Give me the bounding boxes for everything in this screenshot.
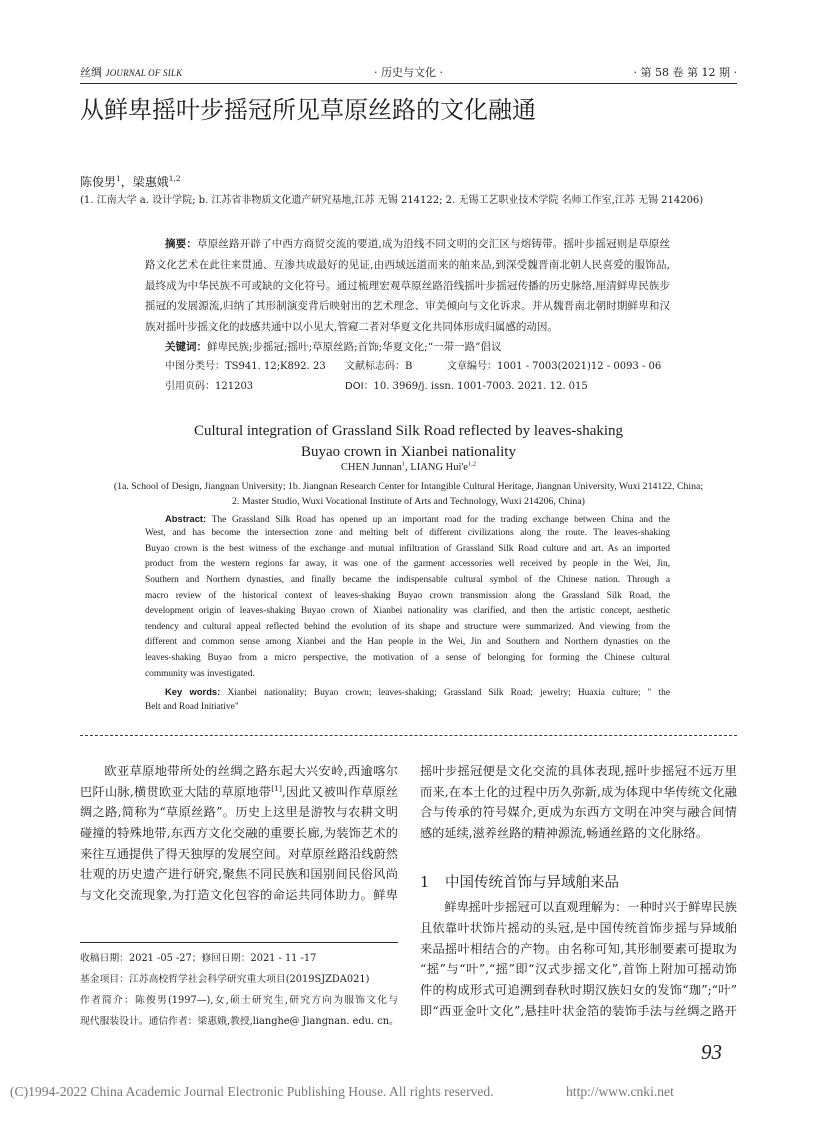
affiliation-en-line: (1a. School of Design, Jiangnan University; 1b. Jiangnan Research Center for Intangible Cultural Heritage, Jiangnan University, Wuxi 214122, China; bbox=[113, 481, 704, 492]
website-link[interactable]: http://www.cnki.net bbox=[566, 1084, 674, 1099]
abstract-en-line: macro review of the historical context of leaves-shaking Buyao crown transmission along the Grassland Silk Road, the bbox=[145, 590, 670, 601]
abstract-cn-text: 草原丝路开辟了中西方商贸交流的要道,成为沿线不同文明的交汇区与熔铸带。摇叶步摇冠则是草原丝 bbox=[197, 238, 671, 250]
doi bbox=[345, 379, 588, 395]
document-code-label: 文献标志码： bbox=[345, 361, 405, 372]
keywords-cn-text: 鲜卑民族;步摇冠;摇叶;草原丝路;首饰;华夏文化;“一带一路”倡议 bbox=[207, 341, 502, 353]
body-line: 欧亚草原地带所处的丝绸之路东起大兴安岭,西逾喀尔 bbox=[104, 764, 398, 778]
body-line: 而来,在本土化的过程中历久弥新,成为体现中华传统文化融 bbox=[420, 784, 737, 799]
abstract-en-line: product from the western regions far away, it was one of the garment accessories well received by people in the Wei, Jin, bbox=[145, 559, 670, 570]
document-code bbox=[345, 359, 412, 375]
page-number: 93 bbox=[701, 1040, 722, 1064]
abstract-en-line: community was investigated. bbox=[145, 668, 255, 679]
abstract-en-line: different and common sense among Xianbei and the Han people in the Wei, Jin and Southern and Northern dynasties on the bbox=[145, 637, 670, 648]
keywords-en-line: Belt and Road Initiative" bbox=[145, 701, 239, 712]
article-number bbox=[447, 359, 661, 375]
copyright-notice: (C)1994-2022 China Academic Journal Electronic Publishing House. All rights reserved. bbox=[10, 1084, 494, 1099]
body-line: 壮观的历史遗产进行研究,聚焦不同民族和国别间民俗风尚 bbox=[80, 867, 398, 882]
footnote-dates: 收稿日期：2021 -05 -27；修回日期：2021 - 11 -17 bbox=[80, 952, 317, 964]
body-line: 且依靠叶状饰片摇动的头冠,是中国传统首饰步摇与异域舶 bbox=[420, 921, 737, 935]
clc-value: TS941. 12;K892. 23 bbox=[225, 361, 326, 372]
running-header-section: · 历史与文化 · bbox=[374, 66, 443, 79]
body-line: 碰撞的特殊地带,东西方文化交融的重要长廊,为装饰艺术的 bbox=[80, 826, 398, 840]
body-line: 合与传承的符号媒介,更成为东西方文明在冲突与融合间情 bbox=[420, 805, 737, 820]
abstract-en-line: tendency and cultural appeal reflected behind the evolution of its shape and structure were summarized. And viewing from the bbox=[145, 621, 670, 632]
keywords-en-line bbox=[165, 685, 670, 700]
body-line: 来品摇叶相结合的产物。由名称可知,其形制要素可提取为 bbox=[420, 941, 737, 956]
section-divider bbox=[80, 735, 737, 736]
author-separator: ， bbox=[120, 175, 133, 189]
body-line: “摇”与“叶”,“摇”即“汉式步摇文化”,首饰上附加可摇动饰 bbox=[420, 962, 737, 976]
author-affil-sup: 1 bbox=[116, 174, 121, 183]
abstract-en-line: Southern and Northern dynasties, and finally became the indispensable cultural symbol of the Chinese nation. Through a bbox=[145, 574, 670, 585]
page-title: 从鲜卑摇叶步摇冠所见草原丝路的文化融通 bbox=[80, 96, 536, 124]
document-code-value: B bbox=[405, 361, 413, 372]
footnote-funding: 基金项目：江苏高校哲学社会科学研究重大项目(2019SJZDA021) bbox=[80, 974, 370, 985]
keywords-en-text: Xianbei nationality; Buyao crown; leaves-shaking; Grassland Silk Road; jewelry; Huaxia culture; " the bbox=[227, 687, 671, 698]
abstract-cn-line: 族对摇叶步摇文化的歧感共通中以小见大,管窥二者对华夏文化共同体形成归属感的动因。 bbox=[145, 321, 558, 333]
keywords-cn-label: 关键词： bbox=[165, 341, 207, 353]
authors-cn bbox=[80, 174, 181, 190]
author-name-en: , LIANG Hui'e bbox=[405, 462, 468, 473]
body-line bbox=[80, 784, 398, 800]
journal-name-cn: 丝绸 bbox=[80, 66, 102, 79]
clc-number bbox=[165, 359, 326, 375]
body-line: 与文化交流现象,为打造文化包容的命运共同体助力。鲜卑 bbox=[80, 888, 398, 902]
abstract-cn-label: 摘要： bbox=[165, 238, 198, 250]
keywords-en-label: Key words: bbox=[165, 685, 221, 697]
section-heading: 中国传统首饰与异域舶来品 bbox=[445, 875, 619, 891]
abstract-cn-line: 路文化艺术在此往来贯通、互渗共成最好的见证,由西域远道而来的舶来品,到深受魏晋南北朝人民喜爱的服饰品, bbox=[145, 259, 670, 271]
abstract-en-label: Abstract: bbox=[165, 512, 207, 524]
author-name-en: CHEN Junnan bbox=[340, 462, 402, 473]
body-line: 即“西亚金叶文化”,悬挂叶状金箔的装饰手法与丝绸之路开 bbox=[420, 1003, 737, 1018]
body-line: 来往互通提供了得天独厚的发展空间。对草原丝路沿线蔚然 bbox=[80, 846, 398, 861]
body-line: 绸之路,简称为“草原丝路”。历史上这里是游牧与农耕文明 bbox=[80, 805, 398, 820]
abstract-en-line bbox=[165, 512, 670, 527]
running-header-issue: · 第 58 卷 第 12 期 · bbox=[633, 66, 737, 79]
abstract-en-line: West, and has become the intersection zone and melting belt of different civilizations along the route. The leaves-shaking bbox=[145, 528, 670, 539]
citation-code bbox=[165, 379, 253, 395]
doi-label: DOI： bbox=[345, 381, 374, 392]
authors-en bbox=[80, 461, 737, 475]
abstract-en-line: development origin of leaves-shaking Buyao crown of Xianbei nationality was clarified, and then the artistic concept, aesthetic bbox=[145, 606, 670, 617]
body-line: 感的延续,滋养丝路的精神源流,畅通丝路的文化脉络。 bbox=[420, 826, 709, 840]
citation-code-value: 121203 bbox=[215, 381, 254, 392]
citation-code-label: 引用页码： bbox=[165, 381, 215, 392]
abstract-cn-line: 最终成为中华民族不可或缺的文化符号。通过梳理宏观草原丝路沿线摇叶步摇冠传播的历史脉络,厘清鲜卑民族步 bbox=[145, 280, 670, 292]
header-rule bbox=[80, 83, 737, 84]
author-affil-sup: 1,2 bbox=[467, 460, 477, 468]
author-name: 梁惠娥 bbox=[132, 175, 169, 189]
abstract-en-text: The Grassland Silk Road has opened up an important road for the trading exchange between China and the bbox=[211, 514, 670, 525]
author-affil-sup: 1 bbox=[401, 460, 406, 468]
doi-value: 10. 3969/j. issn. 1001-7003. 2021. 12. 015 bbox=[373, 381, 588, 392]
body-line: 鲜卑摇叶步摇冠可以直观理解为：一种时兴于鲜卑民族 bbox=[444, 900, 737, 914]
abstract-cn-line bbox=[165, 236, 670, 252]
body-line: 件的构成形式可追溯到春秋时期汉族妇女的发饰“珈”;“叶” bbox=[420, 983, 737, 997]
clc-label: 中图分类号： bbox=[165, 361, 225, 372]
section-number: 1 bbox=[420, 875, 430, 891]
author-affil-sup: 1,2 bbox=[168, 174, 181, 183]
footnote-rule bbox=[80, 942, 398, 943]
reference-marker: [1] bbox=[271, 783, 282, 793]
body-text: ,因此又被叫作草原丝 bbox=[281, 784, 399, 799]
author-name: 陈俊男 bbox=[80, 175, 117, 189]
article-number-label: 文章编号： bbox=[447, 361, 497, 372]
journal-name-en: JOURNAL OF SILK bbox=[105, 68, 183, 78]
abstract-en-line: leaves-shaking Buyao from a micro perspective, the motivation of a sense of belonging for forming the Chinese cultural bbox=[145, 652, 670, 663]
body-text: 巴阡山脉,横贯欧亚大陆的草原地带 bbox=[80, 784, 272, 799]
affiliation-en-line: 2. Master Studio, Wuxi Vocational Institute of Arts and Technology, Wuxi 214206, China) bbox=[232, 496, 585, 507]
affiliation-cn: (1. 江南大学 a. 设计学院; b. 江苏省非物质文化遗产研究基地,江苏 无锡 214122; 2. 无锡工艺职业技术学院 名师工作室,江苏 无锡 214206) bbox=[80, 195, 704, 206]
title-en-line: Cultural integration of Grassland Silk Road reflected by leaves-shaking bbox=[193, 423, 624, 439]
title-en-line: Buyao crown in Xianbei nationality bbox=[301, 444, 516, 460]
abstract-en-line: Buyao crown is the best witness of the exchange and mutual infiltration of Grassland Silk Road culture and art. As an imported bbox=[145, 543, 670, 554]
footnote-author-bio: 作者简介：陈俊男(1997—),女,硕士研究生,研究方向为服饰文化与 bbox=[80, 995, 398, 1006]
body-line: 摇叶步摇冠便是文化交流的具体表现,摇叶步摇冠不远万里 bbox=[420, 764, 737, 778]
footnote-author-bio: 现代服装设计。通信作者：梁惠娥,教授,lianghe@ Jiangnan. edu. cn。 bbox=[80, 1015, 399, 1027]
abstract-cn-line: 摇冠的发展源流,归纳了其形制演变背后映射出的艺术理念、审美倾向与文化诉求。并从魏晋南北朝时期鲜卑和汉 bbox=[145, 300, 670, 312]
article-number-value: 1001 - 7003(2021)12 - 0093 - 06 bbox=[497, 361, 662, 372]
keywords-cn bbox=[165, 339, 501, 355]
